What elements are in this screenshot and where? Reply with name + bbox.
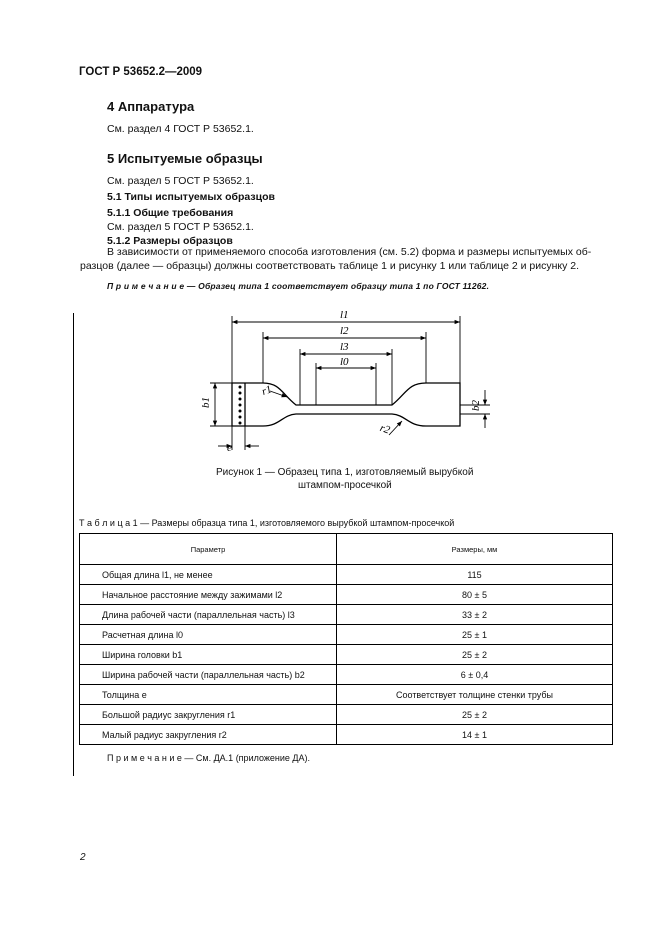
label-l2: l2: [340, 325, 349, 337]
header-size: Размеры, мм: [337, 534, 613, 565]
cell-param: Общая длина l1, не менее: [80, 565, 337, 585]
label-b1: b1: [200, 397, 212, 408]
cell-value: 33 ± 2: [337, 605, 613, 625]
table-row: [80, 565, 613, 585]
table-header-row: [80, 534, 613, 565]
table-row: [80, 705, 613, 725]
section-5-1-2-line1: В зависимости от применяемого способа изготовления (см. 5.2) форма и размеры испытуемых об-: [107, 246, 592, 258]
header-param: Параметр: [80, 534, 337, 565]
table-row: [80, 645, 613, 665]
table-caption: Т а б л и ц а 1 — Размеры образца типа 1, изготовляемого вырубкой штампом-просечкой: [79, 518, 455, 528]
section-5-note: П р и м е ч а н и е — Образец типа 1 соответствует образцу типа 1 по ГОСТ 11262.: [107, 281, 490, 291]
table-row: [80, 665, 613, 685]
label-b2: b2: [470, 400, 482, 411]
clamp-hatch: [239, 386, 242, 425]
label-r1: r1: [260, 383, 274, 399]
page-number: 2: [80, 852, 86, 863]
table-row: [80, 585, 613, 605]
section-5-1-title: 5.1 Типы испытуемых образцов: [107, 191, 275, 203]
table-row: [80, 625, 613, 645]
cell-param: Ширина головки b1: [80, 645, 337, 665]
label-e: e: [227, 442, 232, 454]
dimensions-table: [79, 533, 613, 745]
figure-caption-line2: штампом-просечкой: [298, 480, 392, 491]
section-4-title: 4 Аппаратура: [107, 99, 195, 114]
cell-value: 14 ± 1: [337, 725, 613, 745]
cell-param: Толщина e: [80, 685, 337, 705]
figure-caption-line1: Рисунок 1 — Образец типа 1, изготовляемый вырубкой: [216, 467, 474, 478]
label-l3: l3: [340, 341, 349, 353]
section-5-1-1-text: См. раздел 5 ГОСТ Р 53652.1.: [107, 221, 254, 233]
cell-value: 115: [337, 565, 613, 585]
cell-param: Ширина рабочей части (параллельная часть) b2: [80, 665, 337, 685]
cell-value: 6 ± 0,4: [337, 665, 613, 685]
cell-param: Большой радиус закругления r1: [80, 705, 337, 725]
label-l1: l1: [340, 309, 349, 321]
cell-value: 80 ± 5: [337, 585, 613, 605]
section-5-title: 5 Испытуемые образцы: [107, 151, 263, 166]
table-note: П р и м е ч а н и е — См. ДА.1 (приложение ДА).: [107, 753, 310, 763]
cell-param: Расчетная длина l0: [80, 625, 337, 645]
section-5-1-2-title: 5.1.2 Размеры образцов: [107, 235, 233, 247]
document-header: ГОСТ Р 53652.2—2009: [79, 66, 203, 78]
section-5-text: См. раздел 5 ГОСТ Р 53652.1.: [107, 175, 254, 187]
section-4-text: См. раздел 4 ГОСТ Р 53652.1.: [107, 123, 254, 135]
cell-param: Малый радиус закругления r2: [80, 725, 337, 745]
label-l0: l0: [340, 356, 349, 368]
specimen-drawing: [195, 305, 500, 455]
label-r2: r2: [378, 421, 392, 437]
cell-value: 25 ± 2: [337, 645, 613, 665]
cell-param: Начальное расстояние между зажимами l2: [80, 585, 337, 605]
cell-param: Длина рабочей части (параллельная часть) l3: [80, 605, 337, 625]
change-bar: [73, 313, 74, 776]
cell-value: Соответствует толщине стенки трубы: [337, 685, 613, 705]
section-5-1-2-line2: разцов (далее — образцы) должны соответствовать таблице 1 и рисунку 1 или таблице 2 и рисунку 2.: [80, 260, 580, 272]
cell-value: 25 ± 2: [337, 705, 613, 725]
table-row: [80, 605, 613, 625]
section-5-1-1-title: 5.1.1 Общие требования: [107, 207, 234, 219]
cell-value: 25 ± 1: [337, 625, 613, 645]
table-row: [80, 685, 613, 705]
table-row: [80, 725, 613, 745]
